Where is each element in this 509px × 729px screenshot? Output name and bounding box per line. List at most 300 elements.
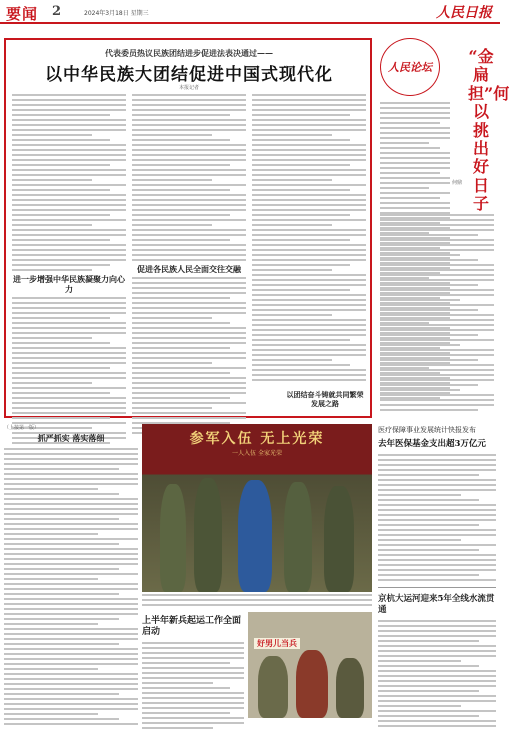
text-line [252,104,366,106]
text-line [132,204,246,206]
text-line [378,695,496,697]
text-line [378,494,461,496]
text-line [378,519,496,521]
text-line [12,224,92,226]
text-line [12,342,110,344]
text-line [132,327,246,329]
text-line [380,152,450,154]
dancer-figure [238,480,272,592]
text-line [4,578,98,580]
text-line [132,322,230,324]
text-line [142,647,244,649]
text-line [252,329,366,331]
text-line [132,332,246,334]
text-line [252,234,366,236]
body-text [132,94,246,261]
text-line [132,124,246,126]
text-line [4,593,119,595]
text-line [132,259,246,261]
text-line [12,297,126,299]
text-line [12,164,110,166]
text-line [4,583,138,585]
text-line [4,683,138,685]
text-line [380,359,478,361]
text-line [142,594,372,596]
body-text [378,454,496,581]
recruitment-heading[interactable]: 上半年新兵起运工作全面启动 [142,616,242,638]
medical-headline[interactable]: 去年医保基金支出超3万亿元 [378,439,486,450]
text-line [380,309,478,311]
text-line [380,294,494,296]
text-line [4,613,138,615]
text-line [4,528,138,530]
text-line [252,369,366,371]
person-figure [258,656,288,718]
text-line [12,417,110,419]
text-line [380,399,494,401]
lead-column-2 [132,94,246,414]
body-text [142,642,244,729]
text-line [142,687,230,689]
text-line [12,179,92,181]
text-line [378,705,461,707]
text-line [142,722,244,724]
text-line [132,377,246,379]
photo-banner-sub: 一人入伍 全家光荣 [232,450,282,457]
text-line [4,518,119,520]
text-line [142,599,372,601]
text-line [132,392,246,394]
text-line [378,559,496,561]
text-line [132,287,246,289]
text-line [252,199,366,201]
text-line [132,397,230,399]
text-line [252,339,350,341]
paper-logo: 人民日报 [436,5,492,21]
text-line [4,588,138,590]
text-line [378,700,496,702]
text-line [252,149,366,151]
text-line [378,499,479,501]
text-line [4,693,119,695]
text-line [132,337,246,339]
text-line [132,194,246,196]
text-line [4,673,138,675]
text-line [252,269,332,271]
text-line [4,658,138,660]
text-line [380,339,494,341]
text-line [4,663,138,665]
text-line [252,334,366,336]
body-text [4,448,138,725]
text-line [4,713,98,715]
text-line [378,630,496,632]
text-line [12,139,110,141]
recruitment-photo [142,424,372,592]
text-line [4,458,138,460]
commentary-badge-text: 人民论坛 [388,61,432,74]
text-line [12,184,126,186]
text-line [12,407,126,409]
text-line [380,374,494,376]
secondary-photo-label: 好男儿当兵 [254,638,300,649]
text-line [4,723,138,725]
text-line [378,524,479,526]
text-line [380,264,494,266]
text-line [252,294,366,296]
text-line [380,274,494,276]
text-line [380,234,478,236]
text-line [252,224,332,226]
text-line [12,412,126,414]
soldier-figure [324,486,354,592]
text-line [132,352,246,354]
text-line [142,652,244,654]
text-line [12,234,126,236]
text-line [4,548,138,550]
text-line [132,244,246,246]
soldier-figure [160,484,186,592]
commentary-badge [380,38,440,96]
text-line [132,302,246,304]
lead-article[interactable] [4,38,372,418]
text-line [378,655,496,657]
text-line [4,643,119,645]
text-line [4,618,119,620]
text-line [252,204,366,206]
text-line [12,104,126,106]
text-line [380,329,494,331]
secondary-photo [248,612,372,718]
text-line [252,219,366,221]
text-line [132,307,246,309]
text-line [132,214,230,216]
text-line [132,219,246,221]
text-line [252,379,366,381]
text-line [132,184,246,186]
text-line [252,259,366,261]
text-line [252,244,366,246]
text-line [378,720,496,722]
commentary-column[interactable] [378,38,509,418]
text-line [252,159,366,161]
text-line [132,317,212,319]
text-line [380,284,478,286]
text-line [380,172,440,174]
text-line [378,675,496,677]
text-line [12,307,126,309]
text-line [12,204,126,206]
text-line [252,249,366,251]
person-figure [296,650,328,718]
text-line [12,124,126,126]
soldier-figure [194,478,222,592]
text-line [378,464,496,466]
text-line [252,134,332,136]
text-line [252,174,366,176]
text-line [132,149,246,151]
body-text [378,620,496,727]
text-line [4,638,138,640]
text-line [132,134,212,136]
text-line [4,648,138,650]
text-line [132,372,230,374]
text-line [380,224,494,226]
text-line [132,114,230,116]
left-article-heading[interactable]: 抓严抓实 落实落细 [37,433,105,443]
text-line [4,533,98,535]
text-line [12,352,126,354]
text-line [142,667,244,669]
text-line [142,642,244,644]
text-line [12,214,110,216]
text-line [378,690,479,692]
text-line [380,102,450,104]
text-line [12,99,126,101]
text-line [4,688,138,690]
text-line [252,299,366,301]
text-line [378,534,496,536]
text-line [252,99,366,101]
text-line [4,473,138,475]
text-line [252,179,332,181]
text-line [378,574,479,576]
text-line [378,680,496,682]
text-line [142,697,244,699]
text-line [4,653,138,655]
canal-headline[interactable]: 京杭大运河迎来5年全线水流贯通 [378,594,495,616]
text-line [12,239,110,241]
text-line [4,468,119,470]
text-line [378,620,496,622]
text-line [380,314,494,316]
text-line [12,94,126,96]
text-line [378,635,496,637]
text-line [378,549,479,551]
text-line [12,367,110,369]
text-line [132,249,246,251]
text-line [12,322,126,324]
text-line [378,564,496,566]
text-line [142,672,244,674]
text-line [4,608,138,610]
text-line [252,239,350,241]
lead-headline[interactable]: 以中华民族大团结促进中国式现代化 [45,65,333,85]
text-line [380,214,494,216]
text-line [380,244,494,246]
text-line [4,633,138,635]
text-line [378,625,496,627]
text-line [142,702,244,704]
text-line [4,498,138,500]
text-line [132,159,246,161]
text-line [378,509,496,511]
text-line [378,474,479,476]
text-line [380,404,494,406]
text-line [252,324,366,326]
commentary-body-continued [380,214,494,414]
text-line [142,682,213,684]
text-line [4,668,98,670]
text-line [132,144,246,146]
text-line [12,194,126,196]
text-line [380,197,440,199]
text-line [380,249,494,251]
text-line [252,214,350,216]
text-line [4,718,119,720]
text-line [142,692,244,694]
text-line [132,412,246,414]
photo-banner: 参军入伍 无上光荣 [189,431,325,447]
text-line [12,264,110,266]
text-line [12,317,110,319]
text-line [12,244,126,246]
text-line [378,569,496,571]
text-line [12,114,110,116]
text-line [252,154,366,156]
text-line [132,104,246,106]
text-line [380,319,494,321]
text-line [380,369,494,371]
text-line [4,538,138,540]
text-line [132,282,246,284]
text-line [252,114,350,116]
text-line [378,489,496,491]
text-line [12,392,110,394]
text-line [12,327,126,329]
text-line [12,347,126,349]
text-line [252,254,366,256]
lead-column-3 [252,94,366,414]
text-line [132,387,246,389]
text-line [380,289,494,291]
text-line [252,349,366,351]
soldier-figure [284,482,312,592]
text-line [132,109,246,111]
text-line [252,209,366,211]
text-line [380,117,450,119]
left-article[interactable] [4,424,138,718]
text-line [4,623,98,625]
text-line [252,184,366,186]
text-line [252,144,366,146]
text-line [380,299,460,301]
section-name: 要闻 [6,5,39,23]
text-line [378,670,496,672]
text-line [252,109,366,111]
text-line [378,665,479,667]
text-line [380,219,494,221]
text-line [378,579,496,581]
text-line [132,139,230,141]
text-line [142,677,244,679]
text-line [132,189,230,191]
text-line [252,359,332,361]
body-text [12,297,126,444]
text-line [12,189,110,191]
divider [378,587,496,588]
text-line [12,302,126,304]
text-line [378,539,461,541]
text-line [4,678,138,680]
text-line [378,640,479,642]
body-text [12,94,126,271]
text-line [378,479,496,481]
text-line [132,417,246,419]
text-line [142,717,244,719]
page-number: 2 [52,4,62,19]
text-line [12,312,126,314]
text-line [380,107,450,109]
text-line [12,269,92,271]
text-line [380,132,450,134]
text-line [252,194,366,196]
text-line [252,314,332,316]
text-line [132,234,246,236]
body-text [132,277,246,434]
text-line [378,504,496,506]
text-line [4,488,98,490]
text-line [4,503,138,505]
text-line [12,229,126,231]
text-line [380,229,494,231]
text-line [252,189,350,191]
text-line [132,229,246,231]
text-line [4,598,138,600]
text-line [378,710,496,712]
text-line [252,229,366,231]
text-line [380,269,494,271]
text-line [380,157,450,159]
text-line [380,122,440,124]
text-line [4,628,138,630]
text-line [380,167,450,169]
text-line [4,563,138,565]
text-line [4,603,138,605]
text-line [132,174,246,176]
commentary-title[interactable]: “金扁担”何以挑出好日子 [468,47,509,214]
text-line [4,448,138,450]
recruitment-article[interactable] [142,616,244,718]
text-line [378,660,461,662]
text-line [132,357,246,359]
text-line [132,362,212,364]
commentary-author: 何鼎 [452,180,463,186]
text-line [132,209,246,211]
text-line [132,99,246,101]
text-line [12,259,126,261]
text-line [4,708,138,710]
body-text [252,94,366,381]
text-line [252,289,350,291]
text-line [12,387,126,389]
text-line [132,297,230,299]
text-line [378,484,496,486]
text-line [132,277,246,279]
lead-subheading-1: 进一步增强中华民族凝聚力向心力 [13,274,125,294]
text-line [12,144,126,146]
text-line [380,192,450,194]
text-line [132,119,246,121]
text-line [380,384,478,386]
text-line [380,137,450,139]
text-line [380,147,440,149]
lead-kicker: 代表委员热议民族团结进步促进法表决通过—— [105,48,273,58]
right-articles[interactable] [378,424,496,718]
text-line [252,364,350,366]
text-line [380,364,494,366]
person-figure [336,658,364,718]
